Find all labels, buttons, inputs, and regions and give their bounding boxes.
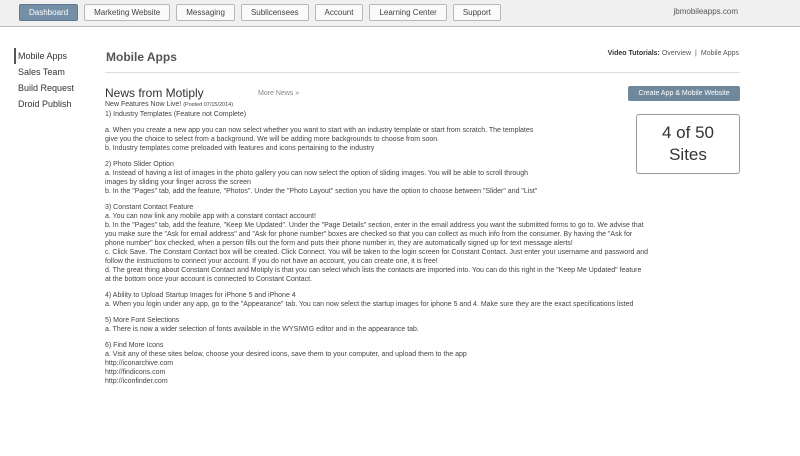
article-line: a. When you login under any app, go to the "Appearance" tab. You can now select the startup images for iphone 5 and 4. Make sure they are the exact specifications listed <box>105 301 634 308</box>
article-line: you make sure the "Ask for email address" and "Ask for phone number" boxes are checked so that you can collect as much info from the consumer. By having the "Ask for <box>105 231 633 238</box>
article-line: 4) Ability to Upload Startup Images for iPhone 5 and iPhone 4 <box>105 292 296 299</box>
article-line: 2) Photo Slider Option <box>105 161 174 168</box>
article-line: 1) Industry Templates (Feature not Complete) <box>105 111 247 118</box>
article-line: b. In the "Pages" tab, add the feature, "Keep Me Updated". Under the "Page Details" section, enter in the email address you want the submitted forms to go to. We advise that <box>105 222 644 229</box>
news-title: News from Motiply <box>105 86 204 100</box>
article-line: phone number" box checked, when a person fills out the form and puts their phone number in, they are automatically signed up for text message alerts! <box>105 240 573 247</box>
more-news-link[interactable]: More News » <box>258 90 300 97</box>
paragraph-gap <box>105 334 745 341</box>
nav-dashboard-button[interactable]: Dashboard <box>19 4 78 21</box>
divider <box>105 72 740 73</box>
article-line: b. In the "Pages" tab, add the feature, "Photos". Under the "Photo Layout" section you have the option to choose between "Slider" and "List" <box>105 188 538 195</box>
article-line: at the bottom once your account is connected to Constant Contact. <box>105 276 313 283</box>
sidebar-item-mobile-apps[interactable]: Mobile Apps <box>14 48 98 64</box>
tutorial-overview-link[interactable]: Overview <box>661 50 692 57</box>
news-headline <box>105 100 745 110</box>
tutorials-label: Video Tutorials: <box>607 50 660 57</box>
article-line: http://iconfinder.com <box>105 378 168 385</box>
paragraph-gap <box>105 119 745 126</box>
sidebar-item-droid-publish[interactable]: Droid Publish <box>18 99 72 109</box>
sidebar-item-build-request[interactable]: Build Request <box>18 83 75 93</box>
video-tutorials <box>608 50 739 57</box>
article-line: images by sliding your finger across the screen <box>105 179 251 186</box>
news-headline-text: New Features Now Live! <box>105 101 182 108</box>
article-line: http://iconarchive.com <box>105 360 174 367</box>
article-line: a. Instead of having a list of images in the photo gallery you can now select the option of sliding images. You will be able to scroll through <box>105 170 528 177</box>
create-app-button[interactable]: Create App & Mobile Website <box>628 86 740 101</box>
article-line: d. The great thing about Constant Contact and Motiply is that you can select which lists the contacts are imported into. You can do this right in the "Keep Me Updated" feature <box>105 267 642 274</box>
article-line: a. There is now a wider selection of fonts available in the WYSIWIG editor and in the appearance tab. <box>105 326 419 333</box>
tutorial-mobile-apps-link[interactable]: Mobile Apps <box>700 50 739 57</box>
sidebar-item-sales-team[interactable]: Sales Team <box>18 67 65 77</box>
article-line: b. Industry templates come preloaded with features and icons pertaining to the industry <box>105 145 375 152</box>
article-line: give you the choice to select from a background. We will be adding more backgrounds to choose from soon. <box>105 136 440 143</box>
article-line: a. Visit any of these sites below, choose your desired icons, save them to your computer, and upload them to the app <box>105 351 467 358</box>
article-line: 5) More Font Selections <box>105 317 180 324</box>
article-line: a. You can now link any mobile app with a constant contact account! <box>105 213 316 220</box>
sites-count: 4 of 50 <box>662 123 714 142</box>
news-article <box>105 100 745 386</box>
brand-domain: jbmobileapps.com <box>673 7 738 16</box>
article-line: a. When you create a new app you can now select whether you want to start with an industry template or start from scratch. The templates <box>105 127 534 134</box>
nav-learning-center-button[interactable]: Learning Center <box>369 4 446 21</box>
paragraph-gap <box>105 309 745 316</box>
nav-support-button[interactable]: Support <box>453 4 501 21</box>
nav-account-button[interactable]: Account <box>315 4 364 21</box>
article-line: 3) Constant Contact Feature <box>105 204 194 211</box>
news-posted-date: (Posted 07/15/2014) <box>183 102 234 108</box>
article-line: c. Click Save. The Constant Contact box will be created. Click Connect. You will be taken to the login screen for Constant Contact. Just enter your username and password and <box>105 249 649 256</box>
sidebar <box>18 48 98 112</box>
page-title: Mobile Apps <box>106 50 177 64</box>
paragraph-gap <box>105 284 745 291</box>
nav-sublicensees-button[interactable]: Sublicensees <box>241 4 309 21</box>
article-line: follow the instructions to connect your account. If you do not have an account, you can create one, it is free! <box>105 258 438 265</box>
nav-messaging-button[interactable]: Messaging <box>176 4 235 21</box>
tutorials-separator: | <box>695 50 697 57</box>
main-nav <box>19 4 501 21</box>
article-line: http://findicons.com <box>105 369 166 376</box>
article-line: 6) Find More Icons <box>105 342 164 349</box>
top-navigation-bar <box>0 0 800 27</box>
nav-marketing-website-button[interactable]: Marketing Website <box>84 4 170 21</box>
sites-label: Sites <box>669 145 707 164</box>
paragraph-gap <box>105 153 745 160</box>
paragraph-gap <box>105 196 745 203</box>
